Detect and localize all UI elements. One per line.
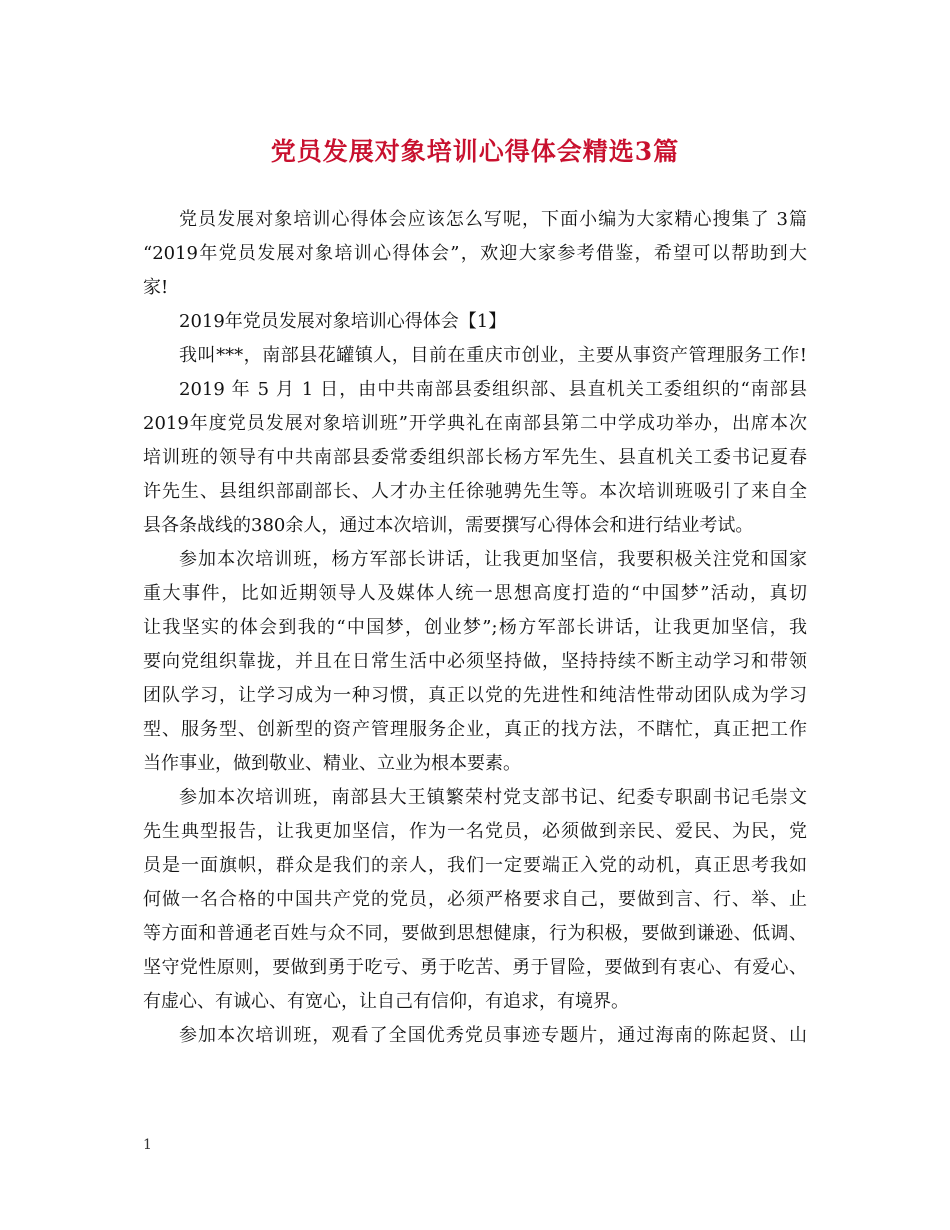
body-line: 先生典型报告，让我更加坚信，作为一名党员，必须做到亲民、爱民、为民，党 (143, 821, 807, 842)
body-line: 团队学习，让学习成为一种习惯，真正以党的先进性和纯洁性带动团队成为学习 (143, 685, 807, 706)
body-line: 县各条战线的380余人，通过本次培训，需要撰写心得体会和进行结业考试。 (143, 515, 754, 536)
body-line: 参加本次培训班，杨方军部长讲话，让我更加坚信，我要积极关注党和国家 (179, 549, 807, 570)
document-title: 党员发展对象培训心得体会精选3篇 (270, 137, 680, 166)
body-line: 要向党组织靠拢，并且在日常生活中必须坚持做，坚持持续不断主动学习和带领 (143, 651, 807, 672)
body-line: 型、服务型、创新型的资产管理服务企业，真正的找方法，不瞎忙，真正把工作 (143, 719, 807, 740)
body-line: 何做一名合格的中国共产党的党员，必须严格要求自己，要做到言、行、举、止 (143, 889, 807, 910)
body-line: 许先生、县组织部副部长、人才办主任徐驰骋先生等。本次培训班吸引了来自全 (143, 481, 807, 502)
body-line: “2019年党员发展对象培训心得体会”，欢迎大家参考借鉴，希望可以帮助到大 (143, 243, 807, 264)
body-line: 员是一面旗帜，群众是我们的亲人，我们一定要端正入党的动机，真正思考我如 (143, 855, 807, 876)
body-line: 2019 年 5 月 1 日，由中共南部县委组织部、县直机关工委组织的“南部县 (179, 379, 807, 400)
body-line: 重大事件，比如近期领导人及媒体人统一思想高度打造的“中国梦”活动，真切 (143, 583, 807, 604)
body-line: 家! (143, 277, 169, 298)
body-line: 参加本次培训班，南部县大王镇繁荣村党支部书记、纪委专职副书记毛崇文 (179, 787, 807, 808)
body-line: 培训班的领导有中共南部县委常委组织部长杨方军先生、县直机关工委书记夏春 (143, 447, 807, 468)
body-line: 我叫***，南部县花罐镇人，目前在重庆市创业，主要从事资产管理服务工作! (179, 345, 807, 366)
body-line: 参加本次培训班，观看了全国优秀党员事迹专题片，通过海南的陈起贤、山 (179, 1025, 807, 1046)
section-heading: 2019年党员发展对象培训心得体会【1】 (179, 311, 507, 332)
body-line: 有虚心、有诚心、有宽心，让自己有信仰，有追求，有境界。 (143, 991, 629, 1012)
document-body (143, 203, 807, 1053)
body-line: 坚守党性原则，要做到勇于吃亏、勇于吃苦、勇于冒险，要做到有衷心、有爱心、 (143, 957, 807, 978)
body-line: 等方面和普通老百姓与众不同，要做到思想健康，行为积极，要做到谦逊、低调、 (143, 923, 807, 944)
body-line: 让我坚实的体会到我的“中国梦，创业梦”;杨方军部长讲话，让我更加坚信，我 (143, 617, 807, 638)
body-line: 当作事业，做到敬业、精业、立业为根本要素。 (143, 753, 521, 774)
body-line: 2019年度党员发展对象培训班”开学典礼在南部县第二中学成功举办，出席本次 (143, 413, 807, 434)
body-line: 党员发展对象培训心得体会应该怎么写呢，下面小编为大家精心搜集了 3篇 (179, 209, 807, 230)
page-number: 1 (143, 1137, 152, 1153)
